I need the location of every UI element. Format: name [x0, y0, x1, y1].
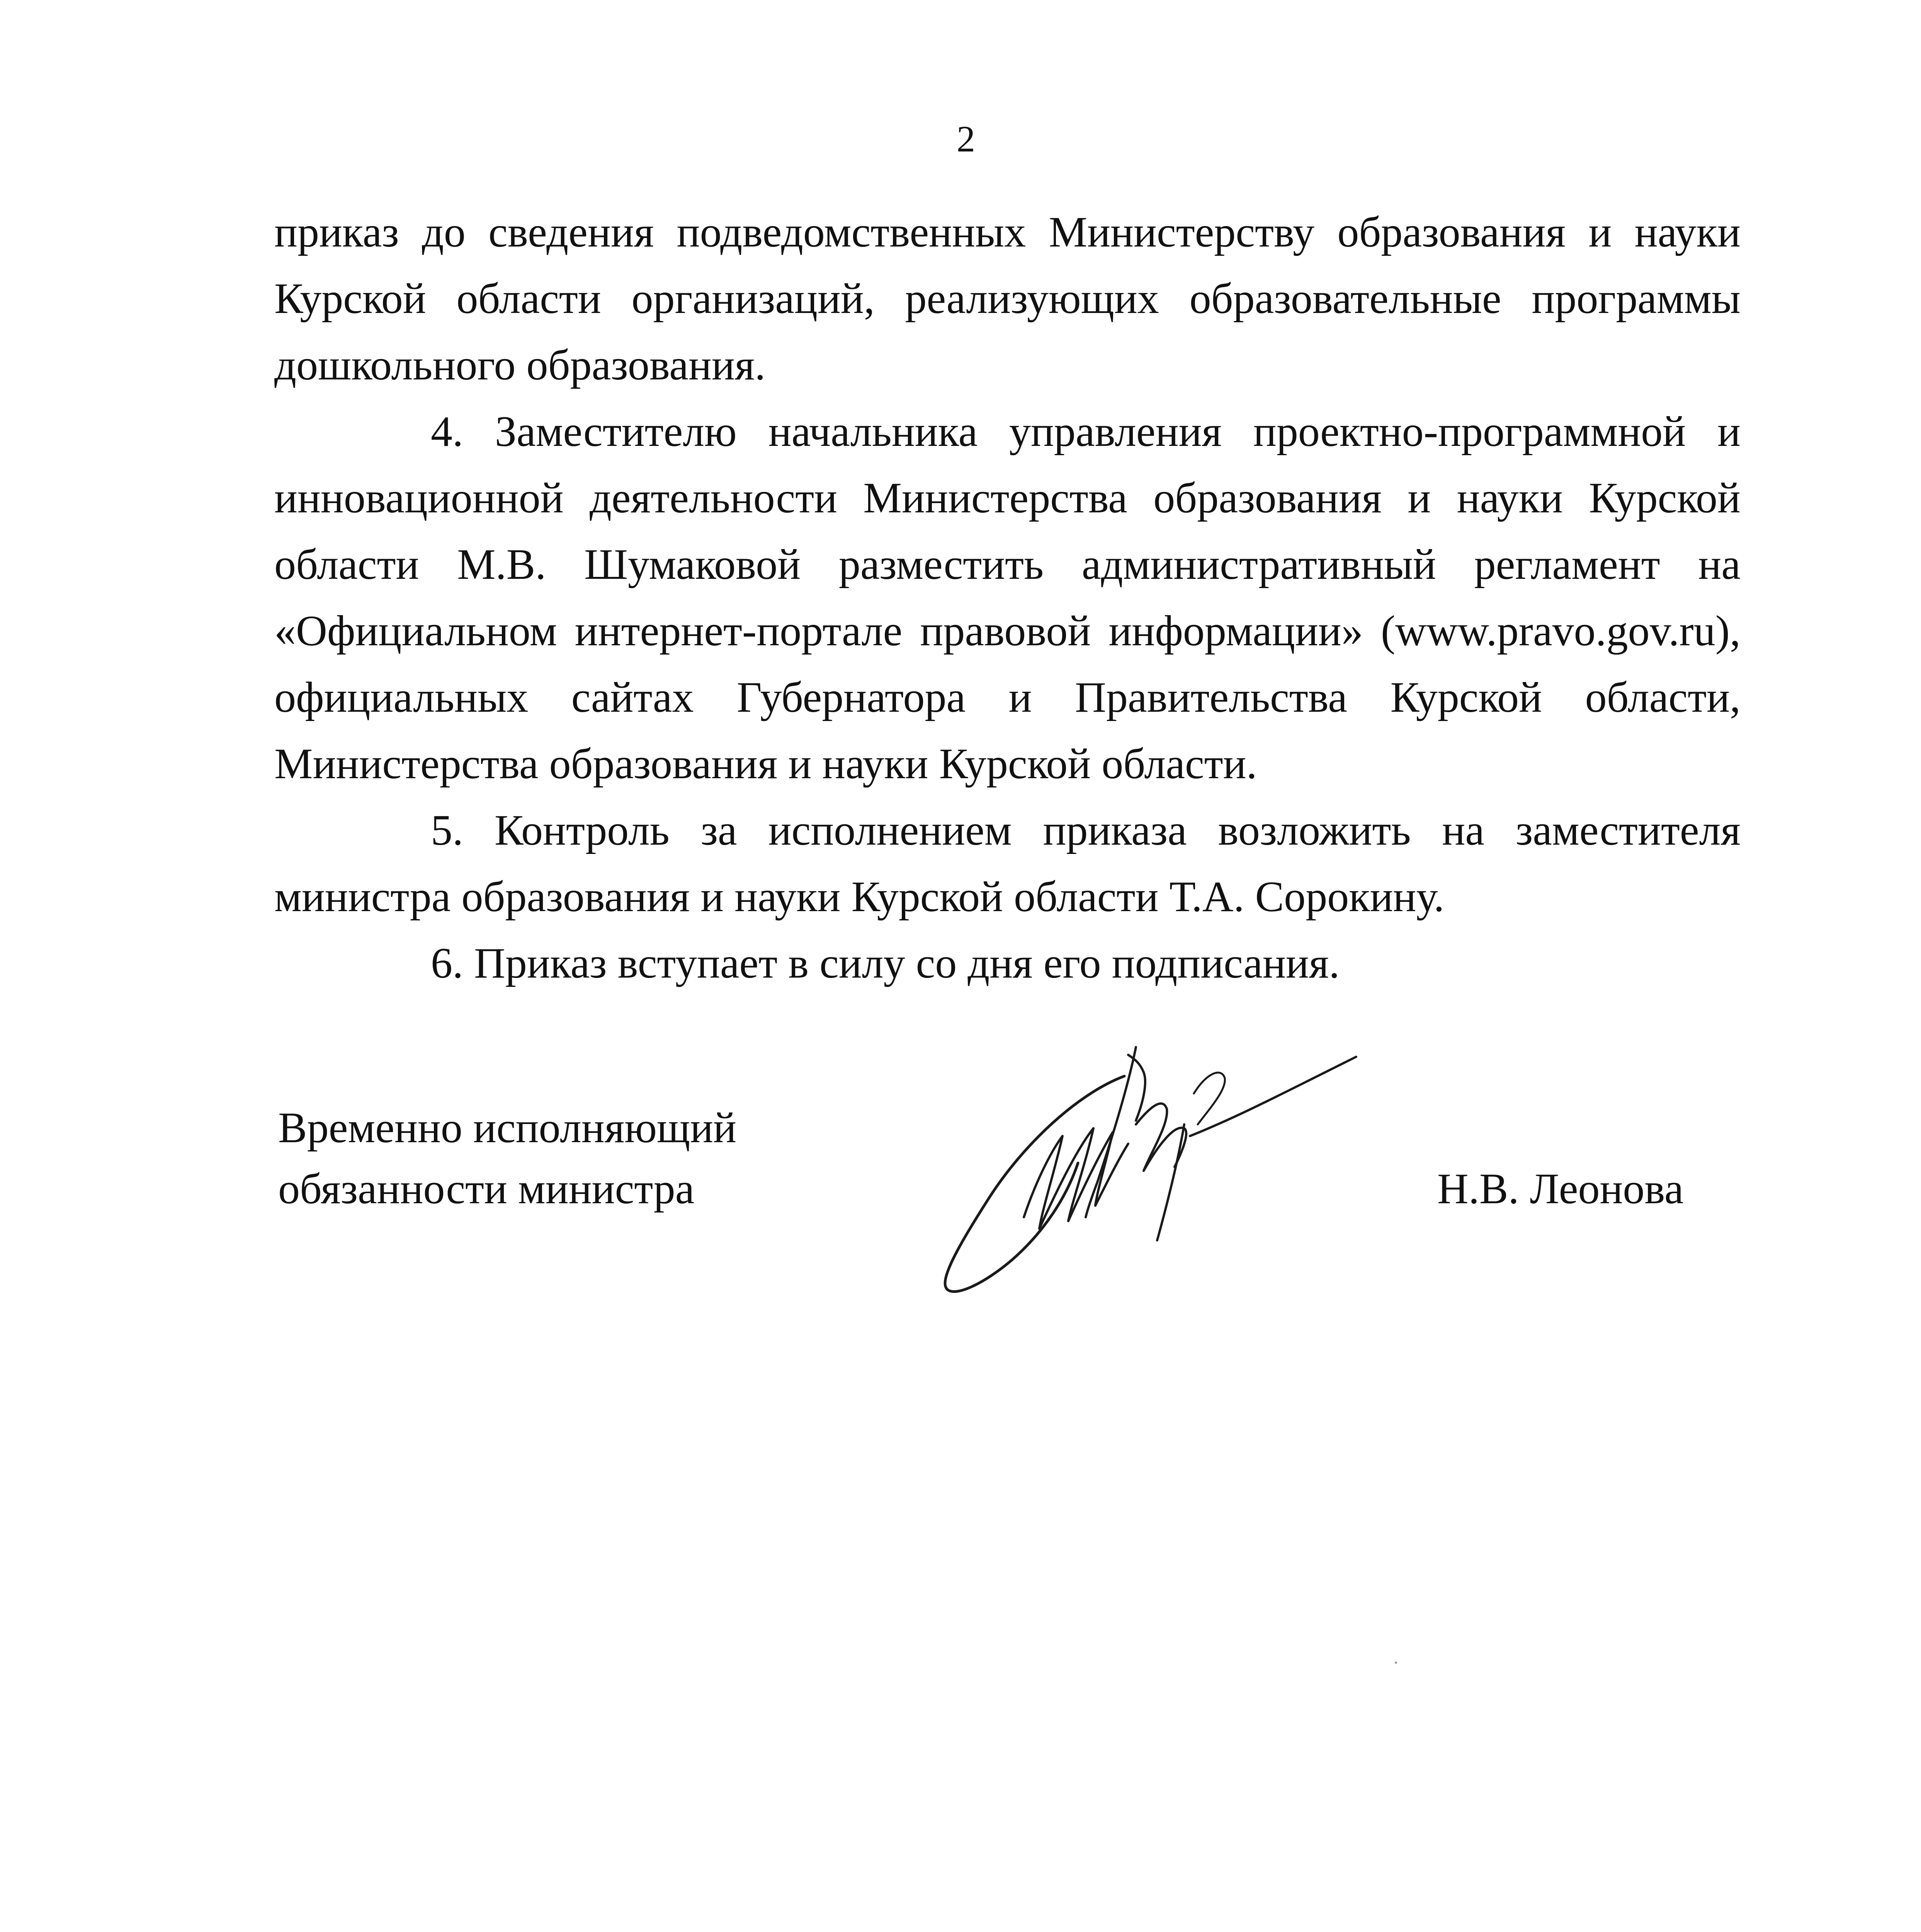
paragraph-item-4: 4. Заместителю начальника управления проектно-программной и инновационной деятельности Министерства образования и науки Курской области М.В. Шумаковой разместить административный регламент на «Официальном интернет-портале правовой информации» (www.pravo.gov.ru), официальных сайтах Губернатора и Правительства Курской области, Министерства образования и науки Курской области. — [274, 408, 1741, 788]
scan-speck — [1395, 1662, 1397, 1664]
paragraph-item-6: 6. Приказ вступает в силу со дня его подписания. — [431, 939, 1340, 987]
page-number: 2 — [957, 118, 975, 160]
signatory-title — [278, 1097, 896, 1219]
signature-small-loop-stroke — [1194, 1073, 1225, 1124]
signature-second-letter-stroke — [1136, 1104, 1186, 1171]
signature-zigzag-stroke — [1024, 1128, 1128, 1229]
signature-hook-stroke — [1128, 1055, 1145, 1121]
signatory-title-line1: Временно исполняющий — [278, 1104, 737, 1152]
paragraph-item-5: 5. Контроль за исполнением приказа возложить на заместителя министра образования и науки Курской области Т.А. Сорокину. — [274, 806, 1741, 921]
paragraph-continuation: приказ до сведения подведомственных Министерству образования и науки Курской области организаций, реализующих образовательные программы дошкольного образования. — [274, 208, 1741, 389]
signatory-name: Н.В. Леонова — [1437, 1165, 1684, 1213]
signatory-title-line2: обязанности министра — [278, 1165, 695, 1213]
signature-tail-stroke — [1190, 1057, 1356, 1136]
handwritten-signature — [896, 1036, 1418, 1306]
document-body — [274, 199, 1741, 997]
